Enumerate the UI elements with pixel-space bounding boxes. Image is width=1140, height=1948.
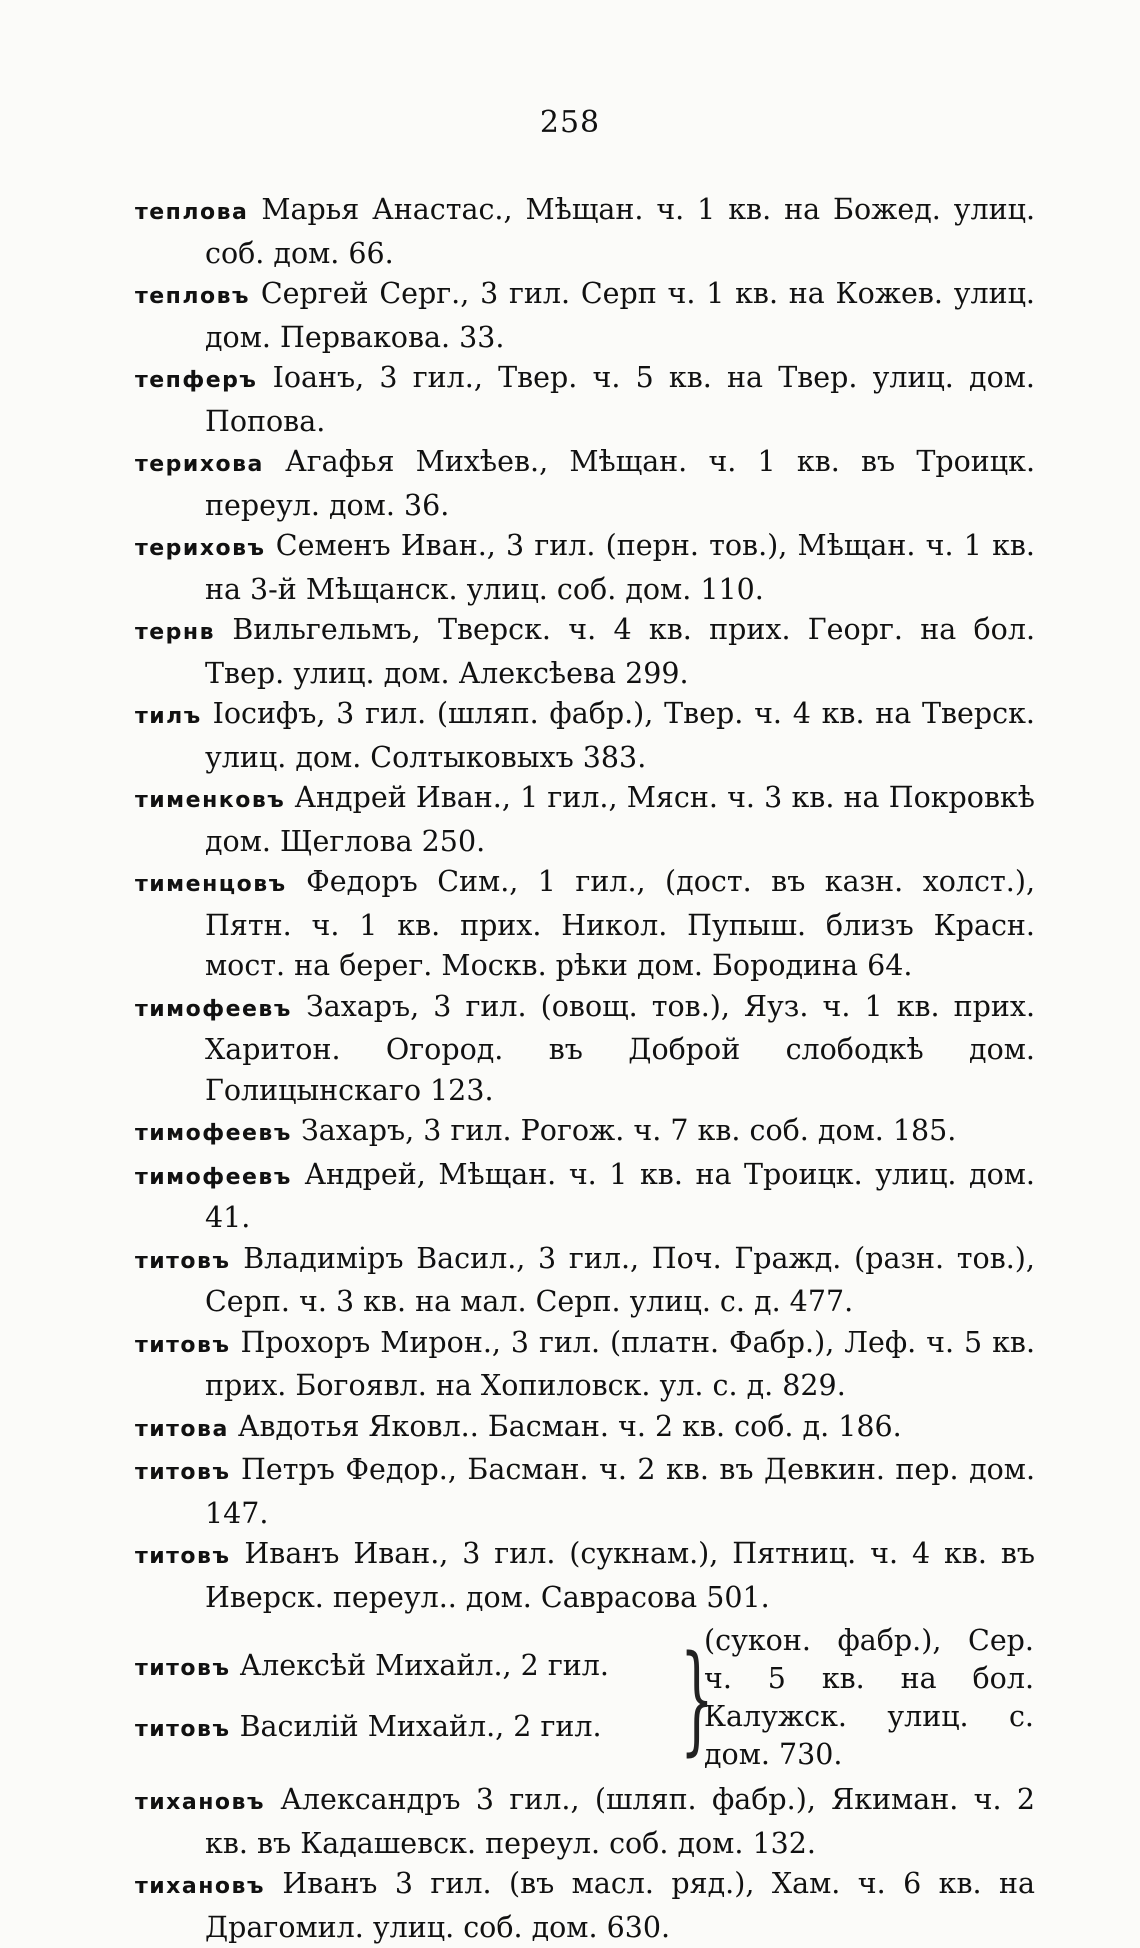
entry-text: Вильгельмъ, Тверск. ч. 4 кв. прих. Георг. на бол. Твер. улиц. дом. Алексѣева 299. [205,613,1036,690]
directory-entry [135,987,1035,1112]
entry-text: Алексѣй Михайл., 2 гил. [239,1649,609,1682]
entry-surname: териховъ [135,536,266,561]
group-shared-text: (сукон. фабр.), Сер. ч. 5 кв. на бол. Калужск. улиц. с. дом. 730. [704,1624,1034,1771]
curly-brace-icon: } [680,1629,714,1767]
directory-entry [135,1780,1035,1864]
directory-entry [135,358,1035,442]
entry-text: Марья Анастас., Мѣщан. ч. 1 кв. на Божед. улиц. соб. дом. 66. [205,193,1036,270]
directory-entry [135,274,1035,358]
directory-entry [135,1450,1035,1534]
entry-surname: тилъ [135,704,202,729]
directory-entry [135,526,1035,610]
entry-text: Василій Михайл., 2 гил. [239,1710,602,1743]
directory-entry [135,1111,1035,1155]
entry-surname: теплова [135,200,249,225]
directory-entry [135,1239,1035,1323]
entry-surname: титовъ [135,1248,231,1274]
entry-text: Владиміръ Васил., 3 гил., Поч. Гражд. (разн. тов.), Серп. ч. 3 кв. на мал. Серп. улиц. с. д. 477. [205,1241,1035,1318]
page-number: 258 [539,105,601,140]
directory-entry [135,1534,1035,1618]
directory-entry [135,694,1035,778]
directory-entry [135,862,1035,987]
entry-text: Андрей, Мѣщан. ч. 1 кв. на Троицк. улиц. дом. 41. [205,1157,1035,1234]
entries-before-group [135,190,1035,1618]
entry-surname: тимофеевъ [135,1164,292,1190]
entry-surname: титовъ [135,1544,231,1569]
entry-text: Іосифъ, 3 гил. (шляп. фабр.), Твер. ч. 4 кв. на Тверск. улиц. дом. Солтыковыхъ 383. [205,697,1035,774]
directory-entry [135,1323,1035,1407]
entry-surname: тепловъ [135,284,251,309]
entry-surname: терихова [135,452,264,477]
directory-entry [135,190,1035,274]
entry-text: Андрей Иван., 1 гил., Мясн. ч. 3 кв. на Покровкѣ дом. Щеглова 250. [205,781,1035,858]
entry-surname: тимофеевъ [135,1121,292,1146]
group-member [135,1637,680,1698]
entry-text: Александръ 3 гил., (шляп. фабр.), Якиман. ч. 2 кв. въ Кадашевск. переул. соб. дом. 132. [205,1783,1035,1860]
directory-entry [135,442,1035,526]
entry-text: Агафья Михѣев., Мѣщан. ч. 1 кв. въ Троицк. переул. дом. 36. [205,445,1036,522]
entries-after-group [135,1780,1035,1948]
directory-entry [135,778,1035,862]
entry-surname: тимофеевъ [135,996,292,1022]
entry-surname: титовъ [135,1460,231,1485]
entry-text: Іоанъ, 3 гил., Твер. ч. 5 кв. на Твер. улиц. дом. Попова. [205,361,1035,438]
entry-surname: тихановъ [135,1790,265,1815]
entry-text: Прохоръ Мирон., 3 гил. (платн. Фабр.), Леф. ч. 5 кв. прих. Богоявл. на Хопиловск. ул. с. д. 829. [205,1325,1036,1402]
bracketed-entry-group [135,1622,1035,1774]
entry-surname: титовъ [135,1717,231,1742]
entry-surname: титова [135,1416,229,1442]
entry-text: Авдотья Яковл.. Басман. ч. 2 кв. соб. д. 186. [237,1409,902,1443]
entry-text: Петръ Федор., Басман. ч. 2 кв. въ Девкин. пер. дом. 147. [205,1453,1035,1530]
entry-surname: тименцовъ [135,872,287,897]
directory-entry [135,1864,1035,1948]
entry-surname: титовъ [135,1332,231,1358]
directory-entry [135,1407,1035,1451]
directory-entries [135,190,1035,1948]
entry-surname: тепферъ [135,368,258,393]
entry-surname: тименковъ [135,788,286,813]
entry-surname: титовъ [135,1656,231,1681]
directory-entry [135,610,1035,694]
entry-surname: тернв [135,620,216,645]
directory-entry [135,1155,1035,1239]
entry-text: Иванъ 3 гил. (въ масл. ряд.), Хам. ч. 6 кв. на Драгомил. улиц. соб. дом. 630. [205,1867,1036,1944]
entry-text: Сергей Серг., 3 гил. Серп ч. 1 кв. на Кожев. улиц. дом. Первакова. 33. [205,277,1035,354]
entry-text: Семенъ Иван., 3 гил. (перн. тов.), Мѣщан. ч. 1 кв. на 3-й Мѣщанск. улиц. соб. дом. 110. [205,529,1035,606]
entry-text: Иванъ Иван., 3 гил. (сукнам.), Пятниц. ч. 4 кв. въ Иверск. переул.. дом. Саврасова 501. [205,1537,1035,1614]
entry-text: Захаръ, 3 гил. (овощ. тов.), Яуз. ч. 1 кв. прих. Харитон. Огород. въ Доброй слободкѣ дом. Голицынскаго 123. [205,989,1035,1107]
group-members [135,1637,680,1759]
entry-surname: тихановъ [135,1874,265,1899]
entry-text: Захаръ, 3 гил. Рогож. ч. 7 кв. соб. дом. 185. [300,1114,957,1147]
entry-text: Федоръ Сим., 1 гил., (дост. въ казн. холст.), Пятн. ч. 1 кв. прих. Никол. Пупыш. близъ Красн. мост. на берег. Москв. рѣки дом. Бородина 64. [205,865,1035,982]
group-member [135,1698,680,1759]
